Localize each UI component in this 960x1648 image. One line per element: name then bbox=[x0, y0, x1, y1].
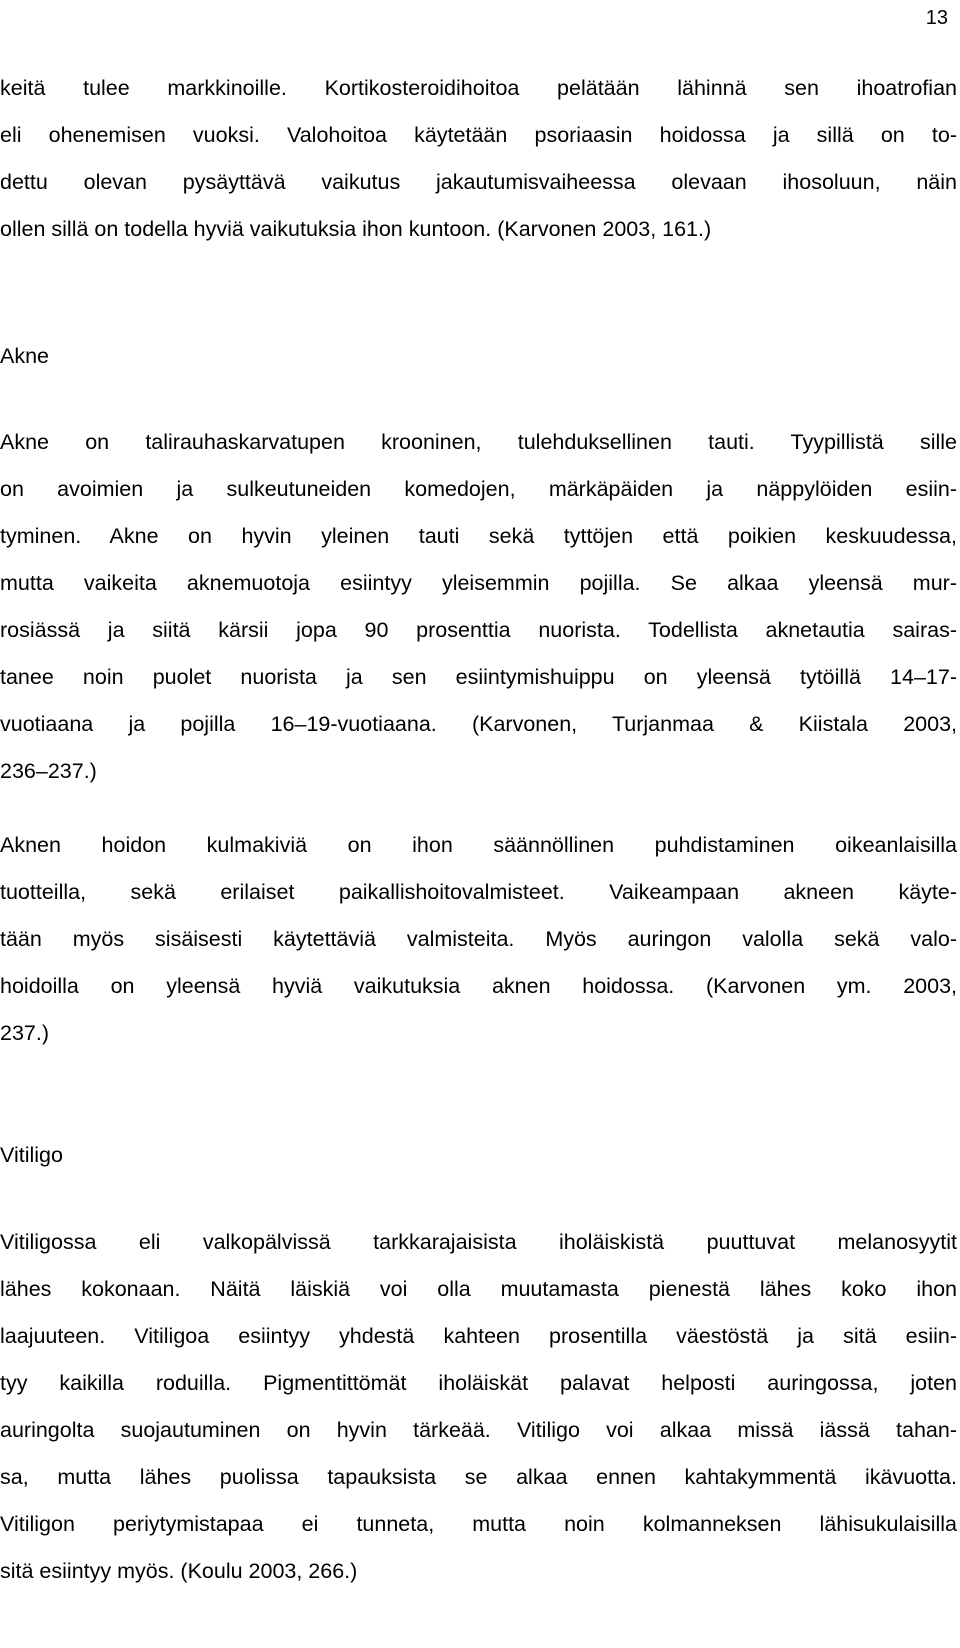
paragraph-line: on avoimien ja sulkeutuneiden komedojen, märkäpäiden ja näppylöiden esiin- bbox=[0, 477, 957, 501]
paragraph-line: tyminen. Akne on hyvin yleinen tauti sekä tyttöjen että poikien keskuudessa, bbox=[0, 524, 957, 548]
paragraph-line: vuotiaana ja pojilla 16–19-vuotiaana. (Karvonen, Turjanmaa & Kiistala 2003, bbox=[0, 712, 957, 736]
paragraph-line: 236–237.) bbox=[0, 759, 97, 783]
paragraph-line: tyy kaikilla roduilla. Pigmentittömät iholäiskät palavat helposti auringossa, joten bbox=[0, 1371, 957, 1395]
paragraph-line: tanee noin puolet nuorista ja sen esiintymishuippu on yleensä tytöillä 14–17- bbox=[0, 665, 957, 689]
paragraph-line: tään myös sisäisesti käytettäviä valmisteita. Myös auringon valolla sekä valo- bbox=[0, 927, 957, 951]
paragraph-line: keitä tulee markkinoille. Kortikosteroidihoitoa pelätään lähinnä sen ihoatrofian bbox=[0, 76, 957, 100]
paragraph-line: eli ohenemisen vuoksi. Valohoitoa käytetään psoriaasin hoidossa ja sillä on to- bbox=[0, 123, 957, 147]
paragraph-line: laajuuteen. Vitiligoa esiintyy yhdestä kahteen prosentilla väestöstä ja sitä esiin- bbox=[0, 1324, 957, 1348]
paragraph-line: auringolta suojautuminen on hyvin tärkeää. Vitiligo voi alkaa missä iässä tahan- bbox=[0, 1418, 957, 1442]
paragraph-line: dettu olevan pysäyttävä vaikutus jakautumisvaiheessa olevaan ihosoluun, näin bbox=[0, 170, 957, 194]
section-heading: Vitiligo bbox=[0, 1143, 63, 1167]
page-number: 13 bbox=[925, 7, 948, 29]
paragraph-line: mutta vaikeita aknemuotoja esiintyy yleisemmin pojilla. Se alkaa yleensä mur- bbox=[0, 571, 957, 595]
paragraph-line: rosiässä ja siitä kärsii jopa 90 prosenttia nuorista. Todellista aknetautia sairas- bbox=[0, 618, 957, 642]
paragraph-line: hoidoilla on yleensä hyviä vaikutuksia aknen hoidossa. (Karvonen ym. 2003, bbox=[0, 974, 957, 998]
paragraph-line: ollen sillä on todella hyviä vaikutuksia ihon kuntoon. (Karvonen 2003, 161.) bbox=[0, 217, 712, 241]
paragraph-line: Akne on talirauhaskarvatupen krooninen, tulehduksellinen tauti. Tyypillistä sille bbox=[0, 430, 957, 454]
paragraph-line: Vitiligossa eli valkopälvissä tarkkarajaisista iholäiskistä puuttuvat melanosyytit bbox=[0, 1230, 957, 1254]
paragraph-line: sitä esiintyy myös. (Koulu 2003, 266.) bbox=[0, 1559, 358, 1583]
paragraph-line: lähes kokonaan. Näitä läiskiä voi olla muutamasta pienestä lähes koko ihon bbox=[0, 1277, 957, 1301]
section-heading: Akne bbox=[0, 344, 50, 368]
paragraph-line: Aknen hoidon kulmakiviä on ihon säännöllinen puhdistaminen oikeanlaisilla bbox=[0, 833, 957, 857]
paragraph-line: tuotteilla, sekä erilaiset paikallishoitovalmisteet. Vaikeampaan akneen käyte- bbox=[0, 880, 957, 904]
paragraph-line: Vitiligon periytymistapaa ei tunneta, mutta noin kolmanneksen lähisukulaisilla bbox=[0, 1512, 957, 1536]
paragraph-line: sa, mutta lähes puolissa tapauksista se alkaa ennen kahtakymmentä ikävuotta. bbox=[0, 1465, 957, 1489]
paragraph-line: 237.) bbox=[0, 1021, 50, 1045]
